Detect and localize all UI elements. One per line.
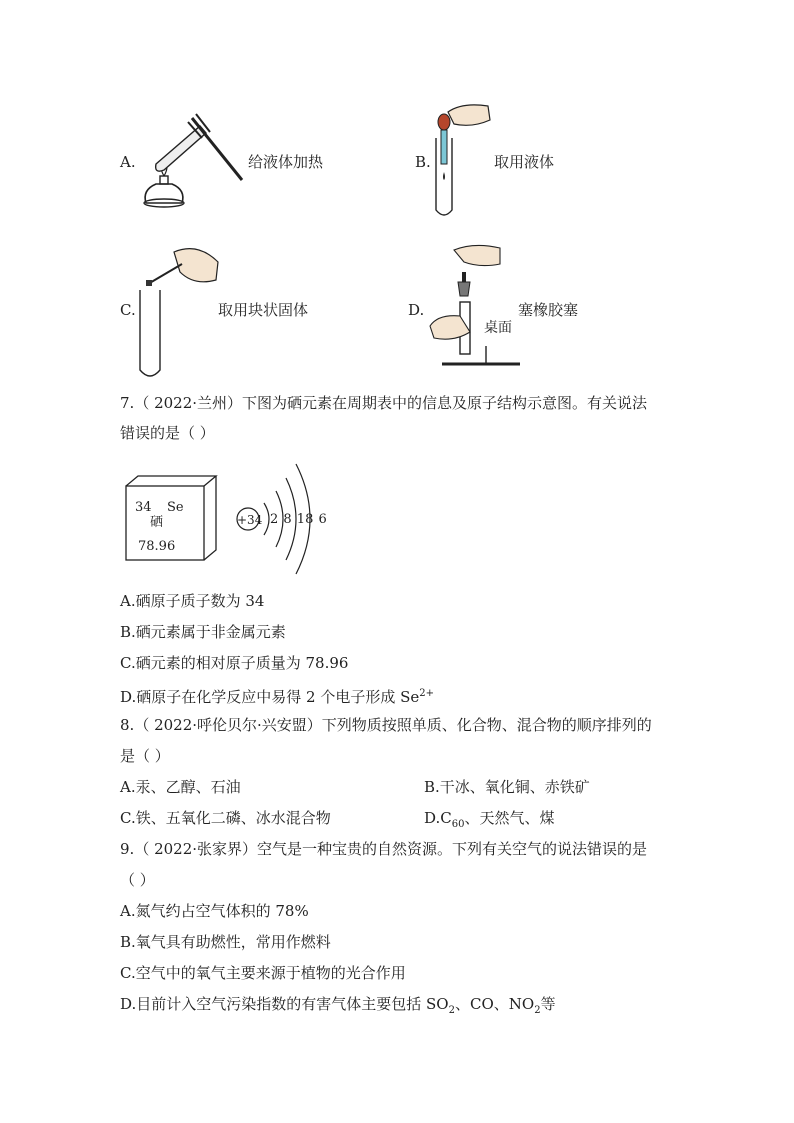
- q9-option-d-pre: D.目前计入空气污染指数的有害气体主要包括 SO: [120, 995, 449, 1013]
- element-name: 硒: [150, 515, 164, 530]
- q8-stem-line1: [120, 715, 652, 735]
- option-label-c: 取用块状固体: [218, 301, 309, 319]
- q9-option-a: A.氮气约占空气体积的 78%: [120, 902, 309, 920]
- q9-option-d-sub1: 2: [448, 1005, 455, 1016]
- stopper-icon: [424, 242, 524, 370]
- dropper-icon: [432, 102, 494, 222]
- q8-option-d-post: 、天然气、煤: [464, 809, 555, 827]
- q7-option-d: [120, 684, 434, 707]
- q7-option-b: B.硒元素属于非金属元素: [120, 623, 286, 641]
- q7-number: 7.: [120, 394, 135, 412]
- q7-option-a: A.硒原子质子数为 34: [120, 592, 265, 610]
- nucleus-charge: +34: [237, 513, 263, 527]
- element-symbol: Se: [167, 500, 184, 515]
- q8-option-d-pre: D.C: [424, 809, 452, 827]
- q9-stem-text: 空气是一种宝贵的自然资源。下列有关空气的说法错误的是: [257, 840, 648, 858]
- q7-option-d-charge: 2+: [419, 688, 435, 699]
- q7-stem-line2: 错误的是（ ）: [120, 424, 215, 442]
- q8-stem-line2: 是（ ）: [120, 747, 170, 765]
- option-letter-b: B.: [415, 153, 431, 171]
- q8-option-d-sub: 60: [451, 819, 465, 830]
- q9-stem-line1: [120, 839, 647, 859]
- element-atomic-number: 34: [135, 500, 152, 515]
- table-label: 桌面: [484, 320, 512, 336]
- q7-option-d-text: D.硒原子在化学反应中易得 2 个电子形成 Se: [120, 688, 420, 706]
- q7-stem-text: 下图为硒元素在周期表中的信息及原子结构示意图。有关说法: [242, 394, 648, 412]
- shell-electrons: 2 8 18 6: [270, 512, 327, 527]
- q7-stem-line1: [120, 393, 647, 413]
- q9-number: 9.: [120, 840, 135, 858]
- q8-stem-text: 下列物质按照单质、化合物、混合物的顺序排列的: [321, 716, 652, 734]
- option-letter-c: C.: [120, 301, 136, 319]
- q8-source: （ 2022·呼伦贝尔·兴安盟）: [134, 716, 322, 734]
- q7-option-c: C.硒元素的相对原子质量为 78.96: [120, 654, 349, 672]
- option-letter-a: A.: [120, 153, 136, 171]
- q9-option-d-mid: 、CO、NO: [454, 995, 535, 1013]
- q8-option-a: A.汞、乙醇、石油: [120, 778, 241, 796]
- tweezers-solid-icon: [134, 242, 224, 382]
- q9-option-c: C.空气中的氧气主要来源于植物的光合作用: [120, 964, 406, 982]
- option-letter-d: D.: [408, 301, 425, 319]
- q9-option-d-post: 等: [540, 995, 556, 1013]
- option-label-b: 取用液体: [494, 153, 555, 171]
- q9-stem-line2: （ ）: [120, 871, 155, 889]
- q7-source: （ 2022·兰州）: [134, 394, 243, 412]
- element-mass: 78.96: [138, 539, 176, 554]
- option-label-d: 塞橡胶塞: [518, 301, 579, 319]
- q8-option-d: [424, 808, 555, 835]
- q9-option-d: [120, 994, 556, 1021]
- q9-source: （ 2022·张家界）: [134, 840, 258, 858]
- q9-option-b: B.氧气具有助燃性，常用作燃料: [120, 933, 331, 951]
- heating-liquid-icon: [138, 108, 248, 218]
- q8-option-b: B.干冰、氧化铜、赤铁矿: [424, 778, 590, 796]
- q8-option-c: C.铁、五氧化二磷、冰水混合物: [120, 809, 331, 827]
- q9-option-d-sub2: 2: [534, 1005, 541, 1016]
- q8-number: 8.: [120, 716, 135, 734]
- option-label-a: 给液体加热: [248, 153, 324, 171]
